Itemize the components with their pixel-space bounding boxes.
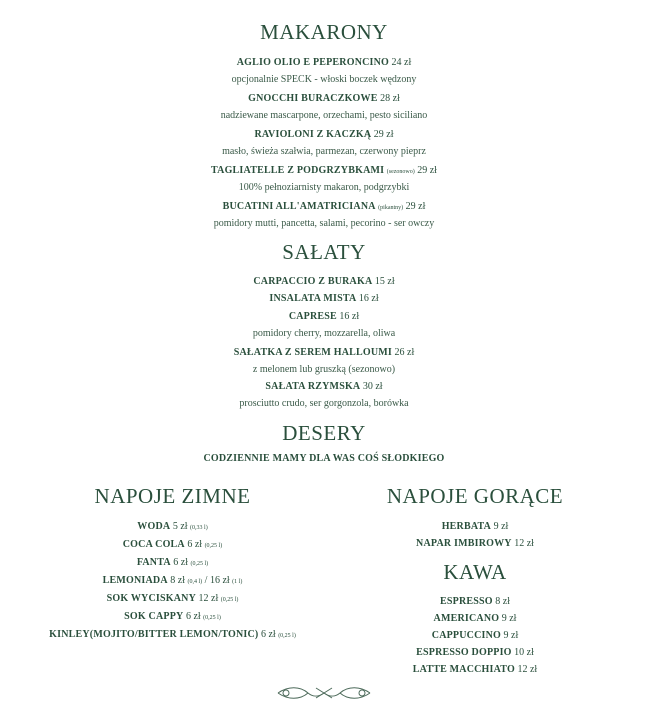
menu-item-desc: opcjonalnie SPECK - włoski boczek wędzony <box>231 74 417 85</box>
menu-item: WODA 5 zł (0,33 l) <box>137 521 208 532</box>
menu-item: SAŁATKA Z SEREM HALLOUMI 26 zł <box>233 347 415 358</box>
section-title-napoje-gorace: NAPOJE GORĄCE <box>386 484 564 508</box>
menu-item: INSALATA MISTA 16 zł <box>269 293 379 304</box>
menu-item-desc: 100% pełnoziarnisty makaron, podgrzybki <box>238 182 410 193</box>
menu-item-desc: pomidory cherry, mozzarella, oliwa <box>252 328 396 339</box>
section-title-makarony: MAKARONY <box>260 20 388 44</box>
menu-item: SOK WYCISKANY 12 zł (0,25 l) <box>106 593 239 604</box>
menu-item: SAŁATA RZYMSKA 30 zł <box>265 381 383 392</box>
section-title-desery: DESERY <box>282 421 366 445</box>
menu-item: KINLEY(MOJITO/BITTER LEMON/TONIC) 6 zł (0,25 l) <box>49 629 296 640</box>
section-title-kawa: KAWA <box>443 560 507 584</box>
menu-item: RAVIOLONI Z KACZKĄ 29 zł <box>254 129 394 140</box>
menu-item: CAPPUCCINO 9 zł <box>431 630 519 641</box>
menu-item: ESPRESSO DOPPIO 10 zł <box>416 647 534 658</box>
napoje-zimne-column <box>0 484 345 643</box>
swirl-ornament-icon <box>0 684 648 707</box>
menu-item: LEMONIADA 8 zł (0,4 l) / 16 zł (1 l) <box>102 575 243 586</box>
menu-item: GNOCCHI BURACZKOWE 28 zł <box>248 93 400 104</box>
menu-item-desc: z melonem lub gruszką (sezonowo) <box>252 364 396 375</box>
menu-item-desc: prosciutto crudo, ser gorgonzola, borówka <box>239 398 409 409</box>
section-title-napoje-zimne: NAPOJE ZIMNE <box>94 484 251 508</box>
menu-item-desc: nadziewane mascarpone, orzechami, pesto siciliano <box>220 110 428 121</box>
menu-item: CARPACCIO Z BURAKA 15 zł <box>253 276 395 287</box>
menu-item: CAPRESE 16 zł <box>288 311 360 322</box>
menu-item: FANTA 6 zł (0,25 l) <box>136 557 209 568</box>
menu-item: HERBATA 9 zł <box>441 521 509 532</box>
menu-item: SOK CAPPY 6 zł (0,25 l) <box>124 611 221 622</box>
menu-item-desc: masło, świeża szałwia, parmezan, czerwony pieprz <box>222 146 426 157</box>
section-title-salaty: SAŁATY <box>282 240 366 264</box>
menu-item: TAGLIATELLE Z PODGRZYBKAMI (sezonowo) 29 zł <box>211 165 437 176</box>
menu-item: AGLIO OLIO E PEPERONCINO 24 zł <box>236 57 412 68</box>
menu-item: BUCATINI ALL'AMATRICIANA (pikantny) 29 zł <box>222 201 426 212</box>
menu-item: LATTE MACCHIATO 12 zł <box>412 664 538 675</box>
menu-item: AMERICANO 9 zł <box>433 613 517 624</box>
desery-text: CODZIENNIE MAMY DLA WAS COŚ SŁODKIEGO <box>203 453 445 464</box>
napoje-gorace-column <box>355 484 595 677</box>
menu-item: COCA COLA 6 zł (0,25 l) <box>122 539 223 550</box>
menu-item: ESPRESSO 8 zł <box>440 596 510 607</box>
menu-item-desc: pomidory mutti, pancetta, salami, pecorino - ser owczy <box>213 218 435 229</box>
menu-item: NAPAR IMBIROWY 12 zł <box>416 538 534 549</box>
